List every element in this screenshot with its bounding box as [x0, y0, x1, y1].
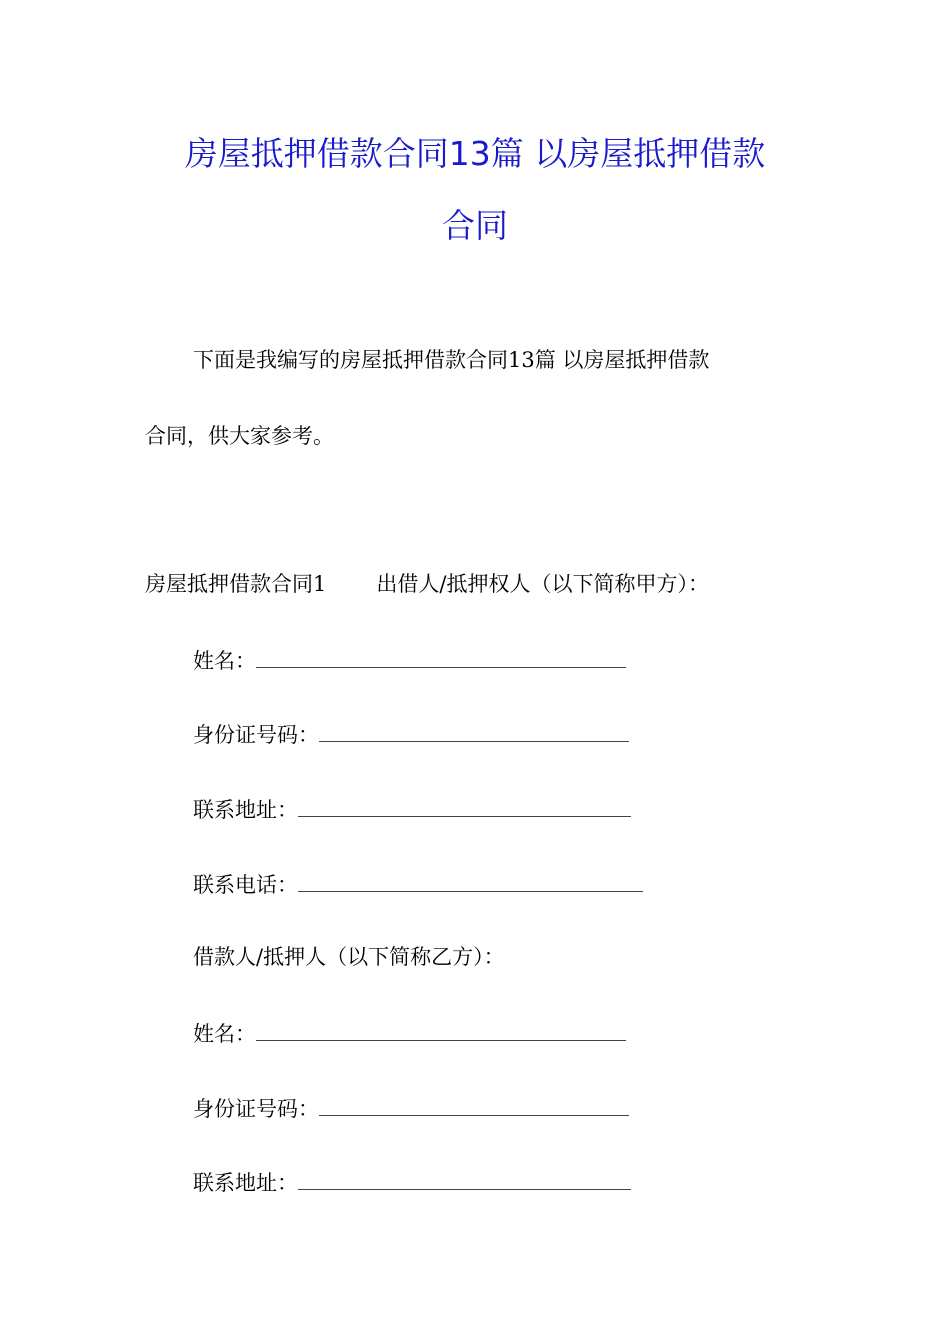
party-a-phone-row — [193, 869, 643, 899]
party-a-address-label: 联系地址： — [193, 798, 298, 822]
party-a-id-label: 身份证号码： — [193, 723, 319, 747]
party-b-name-blank[interactable] — [256, 1018, 626, 1041]
party-b-heading: 借款人/抵押人（以下简称乙方）： — [193, 945, 505, 969]
section-heading-row — [145, 570, 709, 598]
party-a-id-row — [193, 719, 629, 749]
party-a-name-label: 姓名： — [193, 649, 256, 673]
party-b-id-row — [193, 1093, 629, 1123]
document-title-line-1: 房屋抵押借款合同13篇 以房屋抵押借款 — [184, 134, 766, 173]
party-a-address-row — [193, 794, 631, 824]
document-title-line-2: 合同 — [442, 206, 508, 245]
intro-paragraph-line-2: 合同，供大家参考。 — [145, 424, 334, 448]
party-b-address-blank[interactable] — [298, 1167, 631, 1190]
section-heading: 房屋抵押借款合同1 — [145, 572, 327, 596]
party-a-phone-label: 联系电话： — [193, 873, 298, 897]
party-a-phone-blank[interactable] — [298, 869, 643, 892]
party-a-id-blank[interactable] — [319, 719, 629, 742]
party-a-heading: 出借人/抵押权人（以下简称甲方）： — [376, 572, 709, 596]
party-b-address-row — [193, 1167, 631, 1197]
party-b-id-label: 身份证号码： — [193, 1097, 319, 1121]
party-a-name-blank[interactable] — [256, 645, 626, 668]
party-b-id-blank[interactable] — [319, 1093, 629, 1116]
party-a-name-row — [193, 645, 626, 675]
party-b-name-label: 姓名： — [193, 1022, 256, 1046]
party-b-name-row — [193, 1018, 626, 1048]
intro-paragraph-line-1: 下面是我编写的房屋抵押借款合同13篇 以房屋抵押借款 — [193, 348, 710, 372]
party-a-address-blank[interactable] — [298, 794, 631, 817]
party-b-address-label: 联系地址： — [193, 1171, 298, 1195]
